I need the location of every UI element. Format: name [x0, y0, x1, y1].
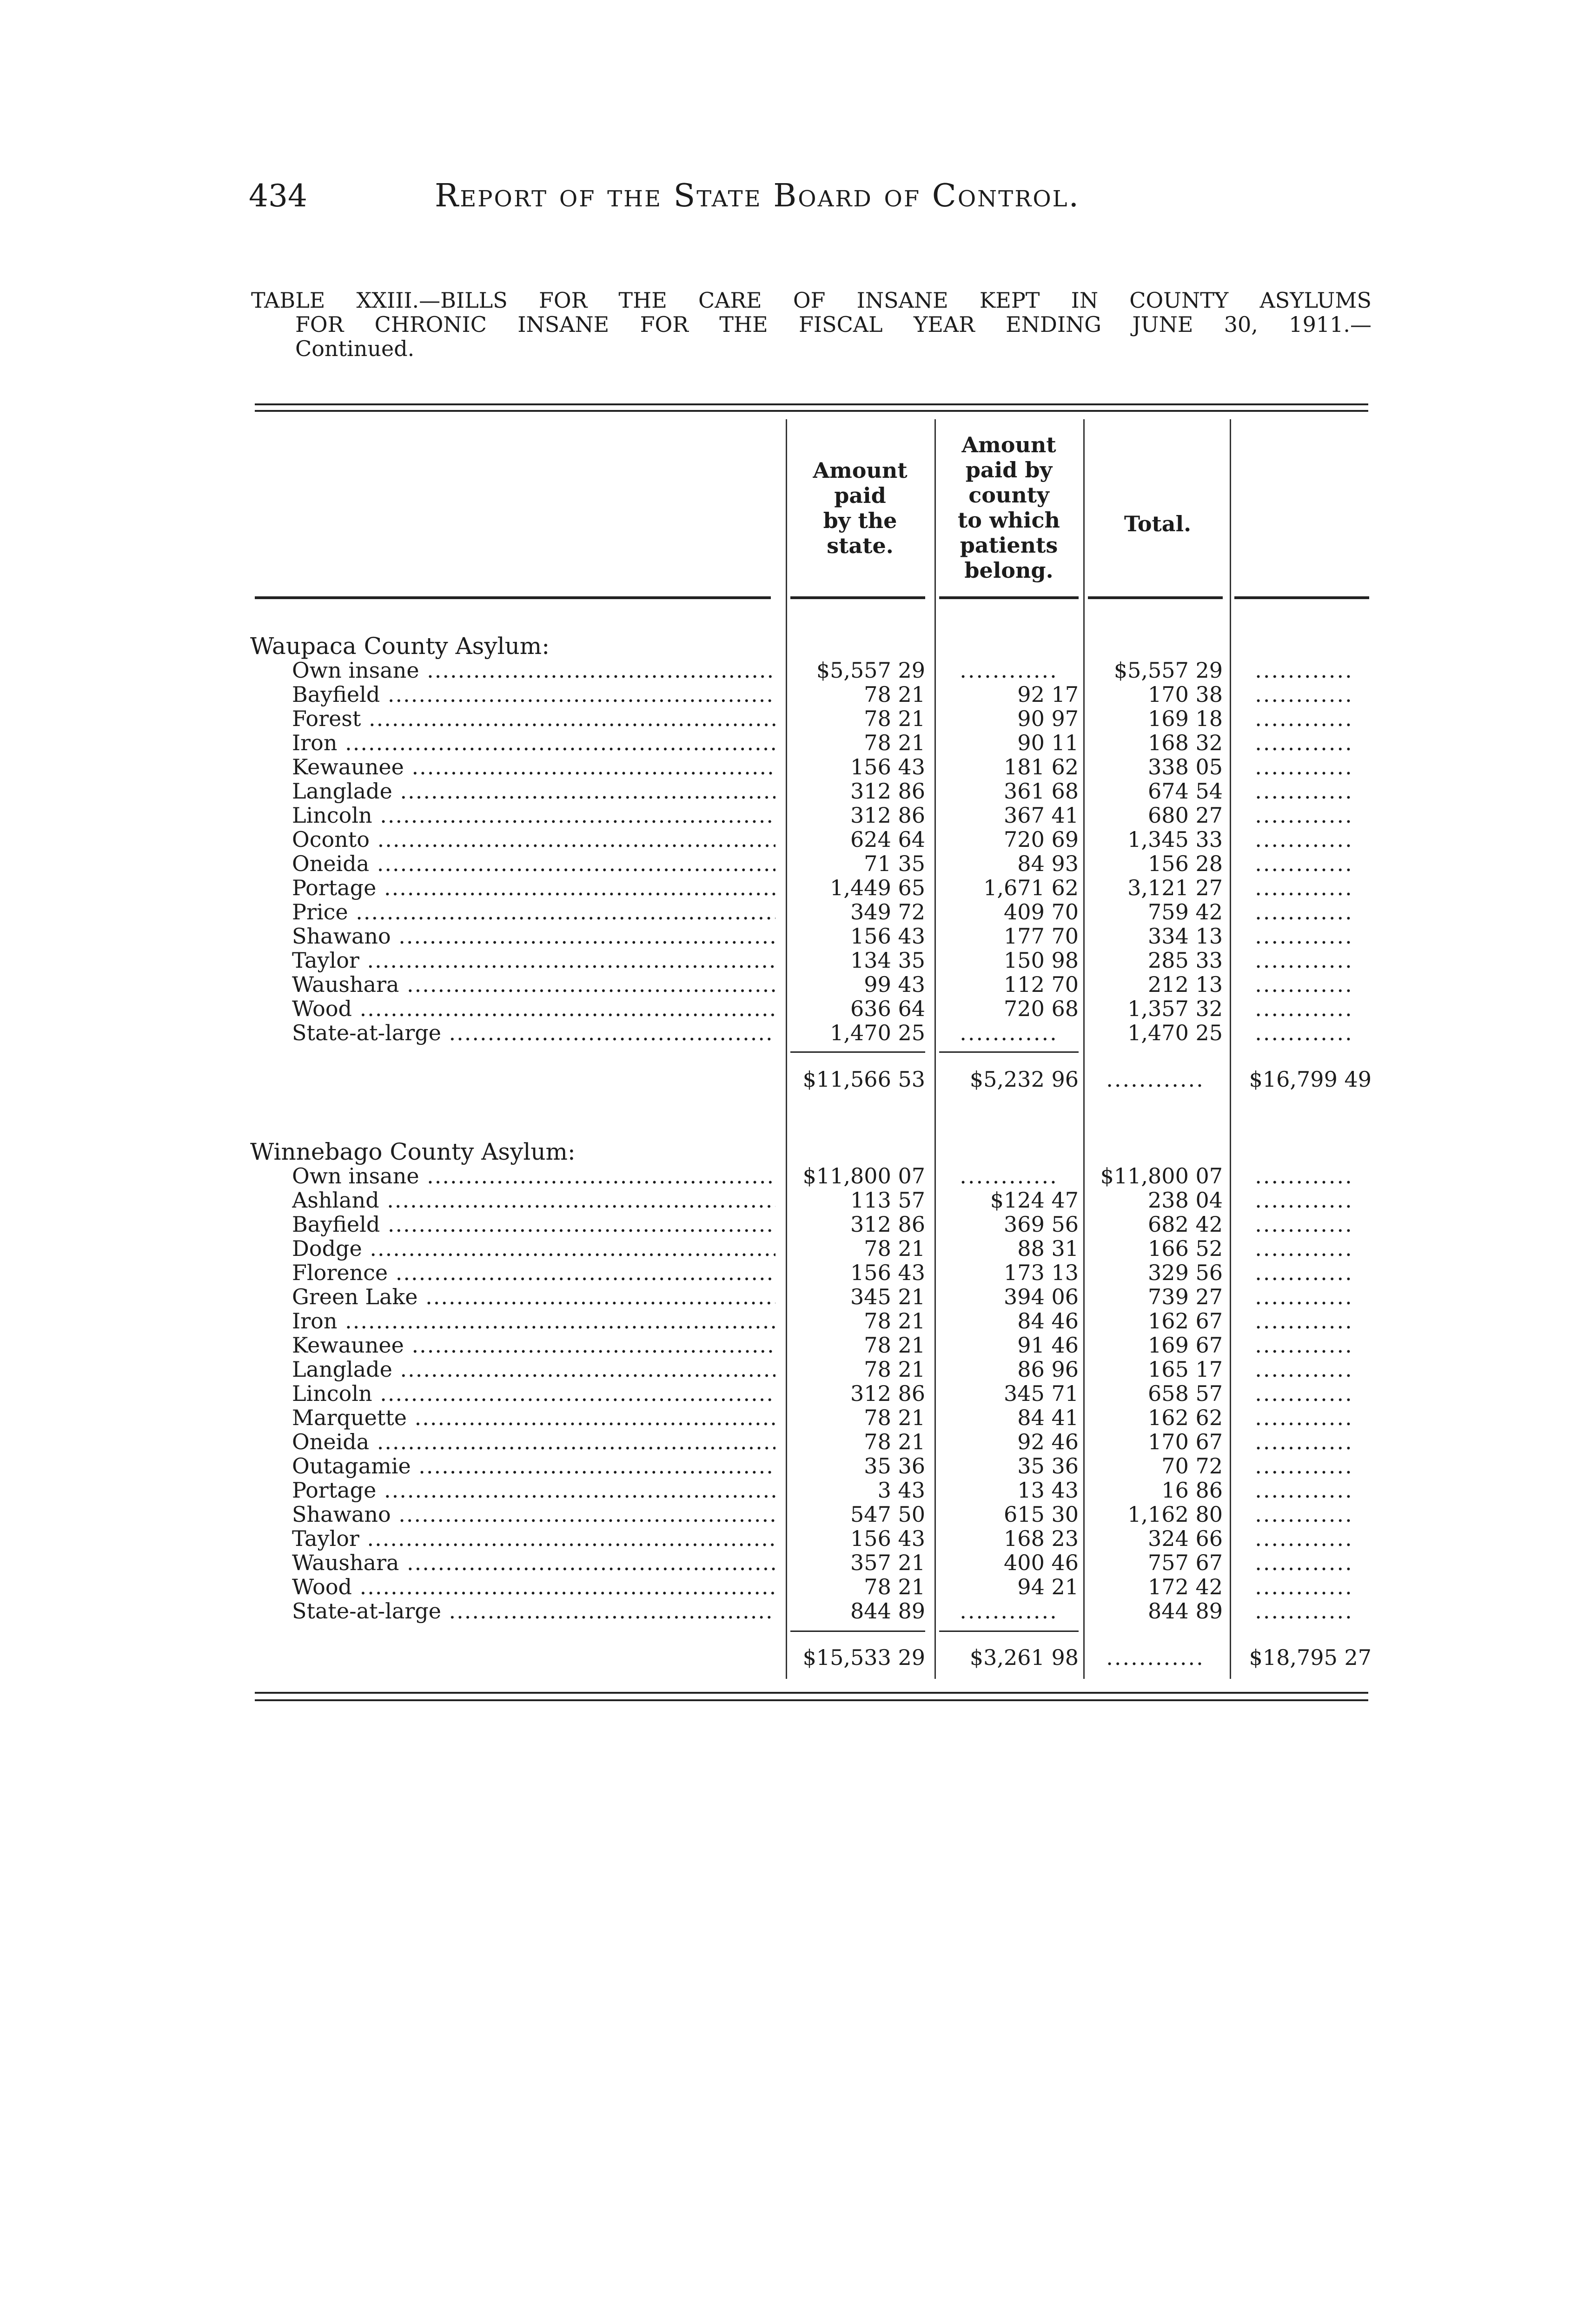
table-row [0, 682, 1577, 706]
county-amount: 86 96 [1017, 1357, 1079, 1381]
total-amount: 16 86 [1161, 1478, 1223, 1502]
county-amount: 84 46 [1017, 1309, 1079, 1333]
grand-total-leaders: ............ [1255, 1551, 1353, 1575]
table-row [0, 1478, 1577, 1502]
table-top-rule [255, 403, 1368, 405]
county-amount: 361 68 [1004, 779, 1079, 803]
header-rule [1234, 596, 1369, 599]
county-subtotal: $3,261 98 [969, 1645, 1079, 1670]
row-name: Langlade ..... [292, 779, 775, 803]
table-row [0, 1454, 1577, 1478]
subtotal-rule [790, 1631, 925, 1632]
subtotal-rule [939, 1051, 1079, 1053]
grand-total-leaders: ............ [1255, 1333, 1353, 1357]
county-amount: 150 98 [1004, 948, 1079, 972]
total-amount: 212 13 [1148, 972, 1223, 997]
grand-total-leaders: ............ [1255, 1502, 1353, 1526]
county-amount: 90 11 [1017, 731, 1079, 755]
table-title-line-2: FOR CHRONIC INSANE FOR THE FISCAL YEAR ENDING JUNE 30, 1911.— [295, 312, 1372, 337]
row-name: Shawano ..... [292, 924, 775, 948]
county-amount: 112 70 [1004, 972, 1079, 997]
state-amount: 134 35 [850, 948, 925, 972]
page-number: 434 [249, 178, 307, 214]
total-amount: 1,162 80 [1127, 1502, 1223, 1526]
table-row [0, 1188, 1577, 1212]
state-subtotal: $11,566 53 [802, 1067, 925, 1092]
state-amount: 78 21 [864, 1236, 925, 1261]
table-row [0, 1285, 1577, 1309]
state-amount: 78 21 [864, 1430, 925, 1454]
section-title-winnebago: Winnebago County Asylum: [250, 1138, 576, 1165]
grand-total-leaders: ............ [1255, 997, 1353, 1021]
row-name: Waushara ..... [292, 972, 775, 997]
state-amount: 99 43 [864, 972, 925, 997]
grand-total-leaders: ............ [1255, 1309, 1353, 1333]
county-amount: 1,671 62 [983, 876, 1079, 900]
table-row [0, 972, 1577, 997]
table-title-line-1: TABLE XXIII.—BILLS FOR THE CARE OF INSANE KEPT IN COUNTY ASYLUMS [251, 288, 1372, 313]
state-amount: 78 21 [864, 1357, 925, 1381]
grand-total-leaders: ............ [1255, 803, 1353, 827]
county-amount: 91 46 [1017, 1333, 1079, 1357]
total-amount: $5,557 29 [1113, 658, 1223, 682]
total-amount: 172 42 [1148, 1575, 1223, 1599]
section-total-row [0, 1644, 1577, 1671]
row-name: Green Lake ..... [292, 1285, 775, 1309]
county-amount: ............ [960, 1599, 1058, 1623]
total-amount: 3,121 27 [1127, 876, 1223, 900]
table-bottom-rule [255, 1692, 1368, 1694]
total-amount: 165 17 [1148, 1357, 1223, 1381]
grand-total: $16,799 49 [1249, 1067, 1372, 1092]
state-amount: 345 21 [850, 1285, 925, 1309]
row-name: Taylor ..... [292, 1526, 775, 1551]
table-title-line-3: Continued. [295, 336, 415, 361]
county-amount: 92 17 [1017, 682, 1079, 706]
table-row [0, 706, 1577, 731]
county-amount: 394 06 [1004, 1285, 1079, 1309]
grand-total-leaders: ............ [1255, 658, 1353, 682]
total-amount: 334 13 [1148, 924, 1223, 948]
grand-total-leaders: ............ [1255, 1261, 1353, 1285]
table-row [0, 1261, 1577, 1285]
total-amount: 338 05 [1148, 755, 1223, 779]
state-amount: 78 21 [864, 731, 925, 755]
county-amount: 168 23 [1004, 1526, 1079, 1551]
table-row [0, 1021, 1577, 1045]
table-row [0, 1333, 1577, 1357]
grand-total-leaders: ............ [1255, 1357, 1353, 1381]
total-amount: 844 89 [1148, 1599, 1223, 1623]
table-row [0, 1381, 1577, 1406]
grand-total-leaders: ............ [1255, 1406, 1353, 1430]
row-name: Bayfield ..... [292, 682, 775, 706]
table-bottom-rule-2 [255, 1699, 1368, 1701]
county-amount: 369 56 [1004, 1212, 1079, 1236]
total-amount: 757 67 [1148, 1551, 1223, 1575]
grand-total-leaders: ............ [1255, 1478, 1353, 1502]
table-row [0, 803, 1577, 827]
total-amount: 170 38 [1148, 682, 1223, 706]
grand-total-leaders: ............ [1255, 827, 1353, 852]
total-amount: 739 27 [1148, 1285, 1223, 1309]
total-amount: 674 54 [1148, 779, 1223, 803]
table-row [0, 924, 1577, 948]
table-title [251, 288, 1372, 361]
table-row [0, 1406, 1577, 1430]
grand-total-leaders: ............ [1255, 900, 1353, 924]
state-amount: 35 36 [864, 1454, 925, 1478]
row-name: Florence ..... [292, 1261, 775, 1285]
row-name: Own insane ..... [292, 658, 775, 682]
table-row [0, 997, 1577, 1021]
table-row [0, 1357, 1577, 1381]
county-amount: 177 70 [1004, 924, 1079, 948]
state-amount: 547 50 [850, 1502, 925, 1526]
table-row [0, 876, 1577, 900]
row-name: Wood ..... [292, 1575, 775, 1599]
row-name: Shawano ..... [292, 1502, 775, 1526]
grand-total-leaders: ............ [1255, 1164, 1353, 1188]
row-name: Iron ..... [292, 1309, 775, 1333]
total-amount: 680 27 [1148, 803, 1223, 827]
total-subtotal-leaders: ............ [1106, 1067, 1205, 1092]
county-amount: ............ [960, 1021, 1058, 1045]
county-amount: 92 46 [1017, 1430, 1079, 1454]
grand-total-leaders: ............ [1255, 755, 1353, 779]
total-amount: 324 66 [1148, 1526, 1223, 1551]
state-amount: 156 43 [850, 924, 925, 948]
grand-total-leaders: ............ [1255, 876, 1353, 900]
state-amount: 156 43 [850, 1261, 925, 1285]
row-name: Outagamie ..... [292, 1454, 775, 1478]
state-amount: 844 89 [850, 1599, 925, 1623]
county-amount: 181 62 [1004, 755, 1079, 779]
row-name: Own insane ..... [292, 1164, 775, 1188]
row-name: Ashland ..... [292, 1188, 775, 1212]
state-amount: 1,449 65 [830, 876, 925, 900]
state-amount: 349 72 [850, 900, 925, 924]
total-amount: 658 57 [1148, 1381, 1223, 1406]
total-subtotal-leaders: ............ [1106, 1645, 1205, 1670]
table-row [0, 1502, 1577, 1526]
county-amount: 400 46 [1004, 1551, 1079, 1575]
table-row [0, 1309, 1577, 1333]
state-amount: 3 43 [877, 1478, 925, 1502]
page-header [249, 173, 1374, 219]
grand-total-leaders: ............ [1255, 1454, 1353, 1478]
table-row [0, 948, 1577, 972]
total-amount: 70 72 [1161, 1454, 1223, 1478]
county-amount: 615 30 [1004, 1502, 1079, 1526]
state-amount: 78 21 [864, 1309, 925, 1333]
state-amount: 357 21 [850, 1551, 925, 1575]
row-name: Oneida ..... [292, 852, 775, 876]
grand-total-leaders: ............ [1255, 1526, 1353, 1551]
grand-total-leaders: ............ [1255, 1285, 1353, 1309]
table-row [0, 827, 1577, 852]
table-row [0, 658, 1577, 682]
county-amount: $124 47 [990, 1188, 1079, 1212]
state-amount: 78 21 [864, 682, 925, 706]
row-name: Lincoln ..... [292, 803, 775, 827]
county-amount: 90 97 [1017, 706, 1079, 731]
grand-total-leaders: ............ [1255, 779, 1353, 803]
table-row [0, 852, 1577, 876]
header-rule [255, 596, 771, 599]
section-title-waupaca: Waupaca County Asylum: [250, 633, 550, 660]
county-amount: 13 43 [1017, 1478, 1079, 1502]
column-head-state: Amount paid by the state. [813, 458, 908, 558]
total-amount: 169 18 [1148, 706, 1223, 731]
table-row [0, 1212, 1577, 1236]
grand-total: $18,795 27 [1249, 1645, 1372, 1670]
total-amount: 1,470 25 [1127, 1021, 1223, 1045]
row-name: Kewaunee ..... [292, 755, 775, 779]
total-amount: 169 67 [1148, 1333, 1223, 1357]
row-name: Kewaunee ..... [292, 1333, 775, 1357]
header-rule [939, 596, 1079, 599]
county-amount: 720 68 [1004, 997, 1079, 1021]
row-name: Taylor ..... [292, 948, 775, 972]
county-amount: 409 70 [1004, 900, 1079, 924]
table-row [0, 1236, 1577, 1261]
grand-total-leaders: ............ [1255, 1575, 1353, 1599]
table-row [0, 1575, 1577, 1599]
county-amount: 84 93 [1017, 852, 1079, 876]
subtotal-rule [939, 1631, 1079, 1632]
county-subtotal: $5,232 96 [969, 1067, 1079, 1092]
grand-total-leaders: ............ [1255, 924, 1353, 948]
table-row [0, 1551, 1577, 1575]
total-amount: 166 52 [1148, 1236, 1223, 1261]
total-amount: 759 42 [1148, 900, 1223, 924]
state-amount: 312 86 [850, 1212, 925, 1236]
row-name: Wood ..... [292, 997, 775, 1021]
total-amount: 285 33 [1148, 948, 1223, 972]
table-row [0, 1526, 1577, 1551]
state-amount: 78 21 [864, 706, 925, 731]
row-name: State-at-large ..... [292, 1599, 775, 1623]
total-amount: 1,357 32 [1127, 997, 1223, 1021]
subtotal-rule [790, 1051, 925, 1053]
state-amount: 78 21 [864, 1406, 925, 1430]
county-amount: 88 31 [1017, 1236, 1079, 1261]
table-row [0, 779, 1577, 803]
state-subtotal: $15,533 29 [802, 1645, 925, 1670]
county-amount: 84 41 [1017, 1406, 1079, 1430]
state-amount: 71 35 [864, 852, 925, 876]
grand-total-leaders: ............ [1255, 706, 1353, 731]
column-head-county: Amount paid by county to which patients belong. [958, 432, 1060, 583]
total-amount: 168 32 [1148, 731, 1223, 755]
county-amount: 720 69 [1004, 827, 1079, 852]
column-head-total: Total. [1124, 511, 1192, 536]
state-amount: 624 64 [850, 827, 925, 852]
state-amount: 312 86 [850, 779, 925, 803]
row-name: Waushara ..... [292, 1551, 775, 1575]
row-name: Price ..... [292, 900, 775, 924]
state-amount: 156 43 [850, 1526, 925, 1551]
state-amount: $5,557 29 [816, 658, 925, 682]
grand-total-leaders: ............ [1255, 1599, 1353, 1623]
total-amount: $11,800 07 [1100, 1164, 1223, 1188]
grand-total-leaders: ............ [1255, 1212, 1353, 1236]
state-amount: 113 57 [850, 1188, 925, 1212]
state-amount: 312 86 [850, 1381, 925, 1406]
running-head: Report of the State Board of Control. [435, 178, 1080, 214]
county-amount: 94 21 [1017, 1575, 1079, 1599]
state-amount: 1,470 25 [830, 1021, 925, 1045]
table-row [0, 731, 1577, 755]
header-rule [1088, 596, 1223, 599]
row-name: Oneida ..... [292, 1430, 775, 1454]
grand-total-leaders: ............ [1255, 1021, 1353, 1045]
state-amount: 78 21 [864, 1333, 925, 1357]
total-amount: 162 67 [1148, 1309, 1223, 1333]
row-name: State-at-large ..... [292, 1021, 775, 1045]
table-row [0, 900, 1577, 924]
table-top-rule-2 [255, 410, 1368, 412]
row-name: Dodge ..... [292, 1236, 775, 1261]
row-name: Marquette ..... [292, 1406, 775, 1430]
state-amount: 156 43 [850, 755, 925, 779]
county-amount: 345 71 [1004, 1381, 1079, 1406]
row-name: Portage ..... [292, 1478, 775, 1502]
total-amount: 170 67 [1148, 1430, 1223, 1454]
county-amount: 367 41 [1004, 803, 1079, 827]
total-amount: 329 56 [1148, 1261, 1223, 1285]
total-amount: 682 42 [1148, 1212, 1223, 1236]
total-amount: 156 28 [1148, 852, 1223, 876]
grand-total-leaders: ............ [1255, 1430, 1353, 1454]
grand-total-leaders: ............ [1255, 948, 1353, 972]
total-amount: 162 62 [1148, 1406, 1223, 1430]
county-amount: 173 13 [1004, 1261, 1079, 1285]
grand-total-leaders: ............ [1255, 972, 1353, 997]
county-amount: ............ [960, 1164, 1058, 1188]
row-name: Lincoln ..... [292, 1381, 775, 1406]
grand-total-leaders: ............ [1255, 682, 1353, 706]
row-name: Oconto ..... [292, 827, 775, 852]
row-name: Portage ..... [292, 876, 775, 900]
row-name: Langlade ..... [292, 1357, 775, 1381]
grand-total-leaders: ............ [1255, 731, 1353, 755]
state-amount: 312 86 [850, 803, 925, 827]
section-total-row [0, 1065, 1577, 1093]
county-amount: ............ [960, 658, 1058, 682]
total-amount: 238 04 [1148, 1188, 1223, 1212]
table-row [0, 1164, 1577, 1188]
grand-total-leaders: ............ [1255, 1188, 1353, 1212]
row-name: Iron ..... [292, 731, 775, 755]
table-row [0, 1599, 1577, 1623]
county-amount: 35 36 [1017, 1454, 1079, 1478]
header-rule [790, 596, 925, 599]
table-row [0, 1430, 1577, 1454]
grand-total-leaders: ............ [1255, 852, 1353, 876]
row-name: Bayfield ..... [292, 1212, 775, 1236]
grand-total-leaders: ............ [1255, 1381, 1353, 1406]
total-amount: 1,345 33 [1127, 827, 1223, 852]
grand-total-leaders: ............ [1255, 1236, 1353, 1261]
state-amount: 78 21 [864, 1575, 925, 1599]
state-amount: 636 64 [850, 997, 925, 1021]
state-amount: $11,800 07 [802, 1164, 925, 1188]
table-row [0, 755, 1577, 779]
row-name: Forest ..... [292, 706, 775, 731]
